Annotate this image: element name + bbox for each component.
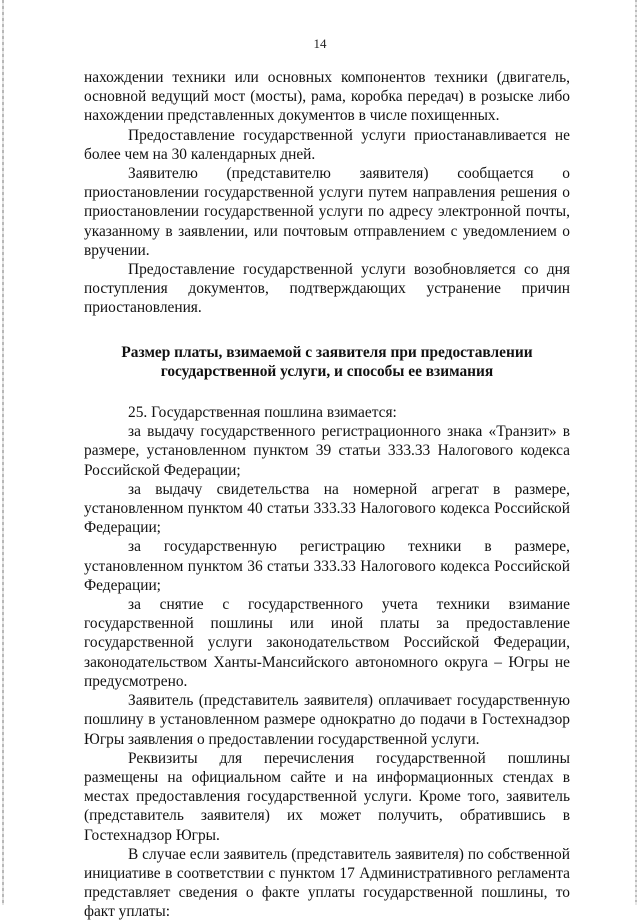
paragraph-resumption: Предоставление государственной услуги возобновляется со дня поступления документов, подтверждающих устранение причин приостановления.	[84, 261, 570, 317]
paragraph-fee-registration: за государственную регистрацию техники в размере, установленном пунктом 36 статьи 333.33 Налогового кодекса Российской Федерации;	[84, 538, 570, 594]
paragraph-payment-proof: В случае если заявитель (представитель заявителя) по собственной инициативе в соответствии с пунктом 17 Административного регламента представляет сведения о факте уплаты государственной пошлины, то факт уплаты:	[84, 845, 570, 921]
paragraph-item-25: 25. Государственная пошлина взимается:	[128, 404, 397, 422]
paragraph-deregistration: за снятие с государственного учета техники взимание государственной пошлины или иной платы за предоставление государственной услуги законодательством Российской Федерации, законодательством Ханты-Мансийского автономного округа – Югры не предусмотрено.	[84, 596, 570, 690]
section-heading: Размер платы, взимаемой с заявителя при предоставлении государственной услуги, и способы ее взимания	[121, 343, 533, 380]
paragraph-fee-transit: за выдачу государственного регистрационного знака «Транзит» в размере, установленном пунктом 39 статьи 333.33 Налогового кодекса Российской Федерации;	[84, 423, 570, 479]
scan-edge-right	[635, 0, 637, 905]
paragraph-payment: Заявитель (представитель заявителя) оплачивает государственную пошлину в установленном размере однократно до подачи в Гостехнадзор Югры заявления о предоставлении государственной услуги.	[84, 692, 570, 748]
document-body	[84, 68, 570, 922]
page-number: 14	[313, 36, 327, 51]
paragraph-requisites: Реквизиты для перечисления государственной пошлины размещены на официальном сайте и на информационных стендах в местах предоставления государственной услуги. Кроме того, заявитель (представитель заявителя) их может получить, обратившись в Гостехнадзор Югры.	[84, 749, 570, 844]
paragraph-continuation: нахождении техники или основных компонентов техники (двигатель, основной ведущий мост (мосты), рама, коробка передач) в розыске либо нахождении представленных документов в числе похищенных.	[84, 69, 570, 125]
paragraph-suspension-term: Предоставление государственной услуги приостанавливается не более чем на 30 календарных дней.	[84, 126, 570, 163]
paragraph-fee-certificate: за выдачу свидетельства на номерной агрегат в размере, установленном пунктом 40 статьи 333.33 Налогового кодекса Российской Федерации;	[84, 480, 570, 537]
scan-edge-left	[2, 0, 4, 905]
paragraph-notification: Заявителю (представителю заявителя) сообщается о приостановлении государственной услуги путем направления решения о приостановлении государственной услуги по адресу электронной почты, указанному в заявлении, или почтовым отправлением с уведомлением о вручении.	[84, 165, 570, 259]
